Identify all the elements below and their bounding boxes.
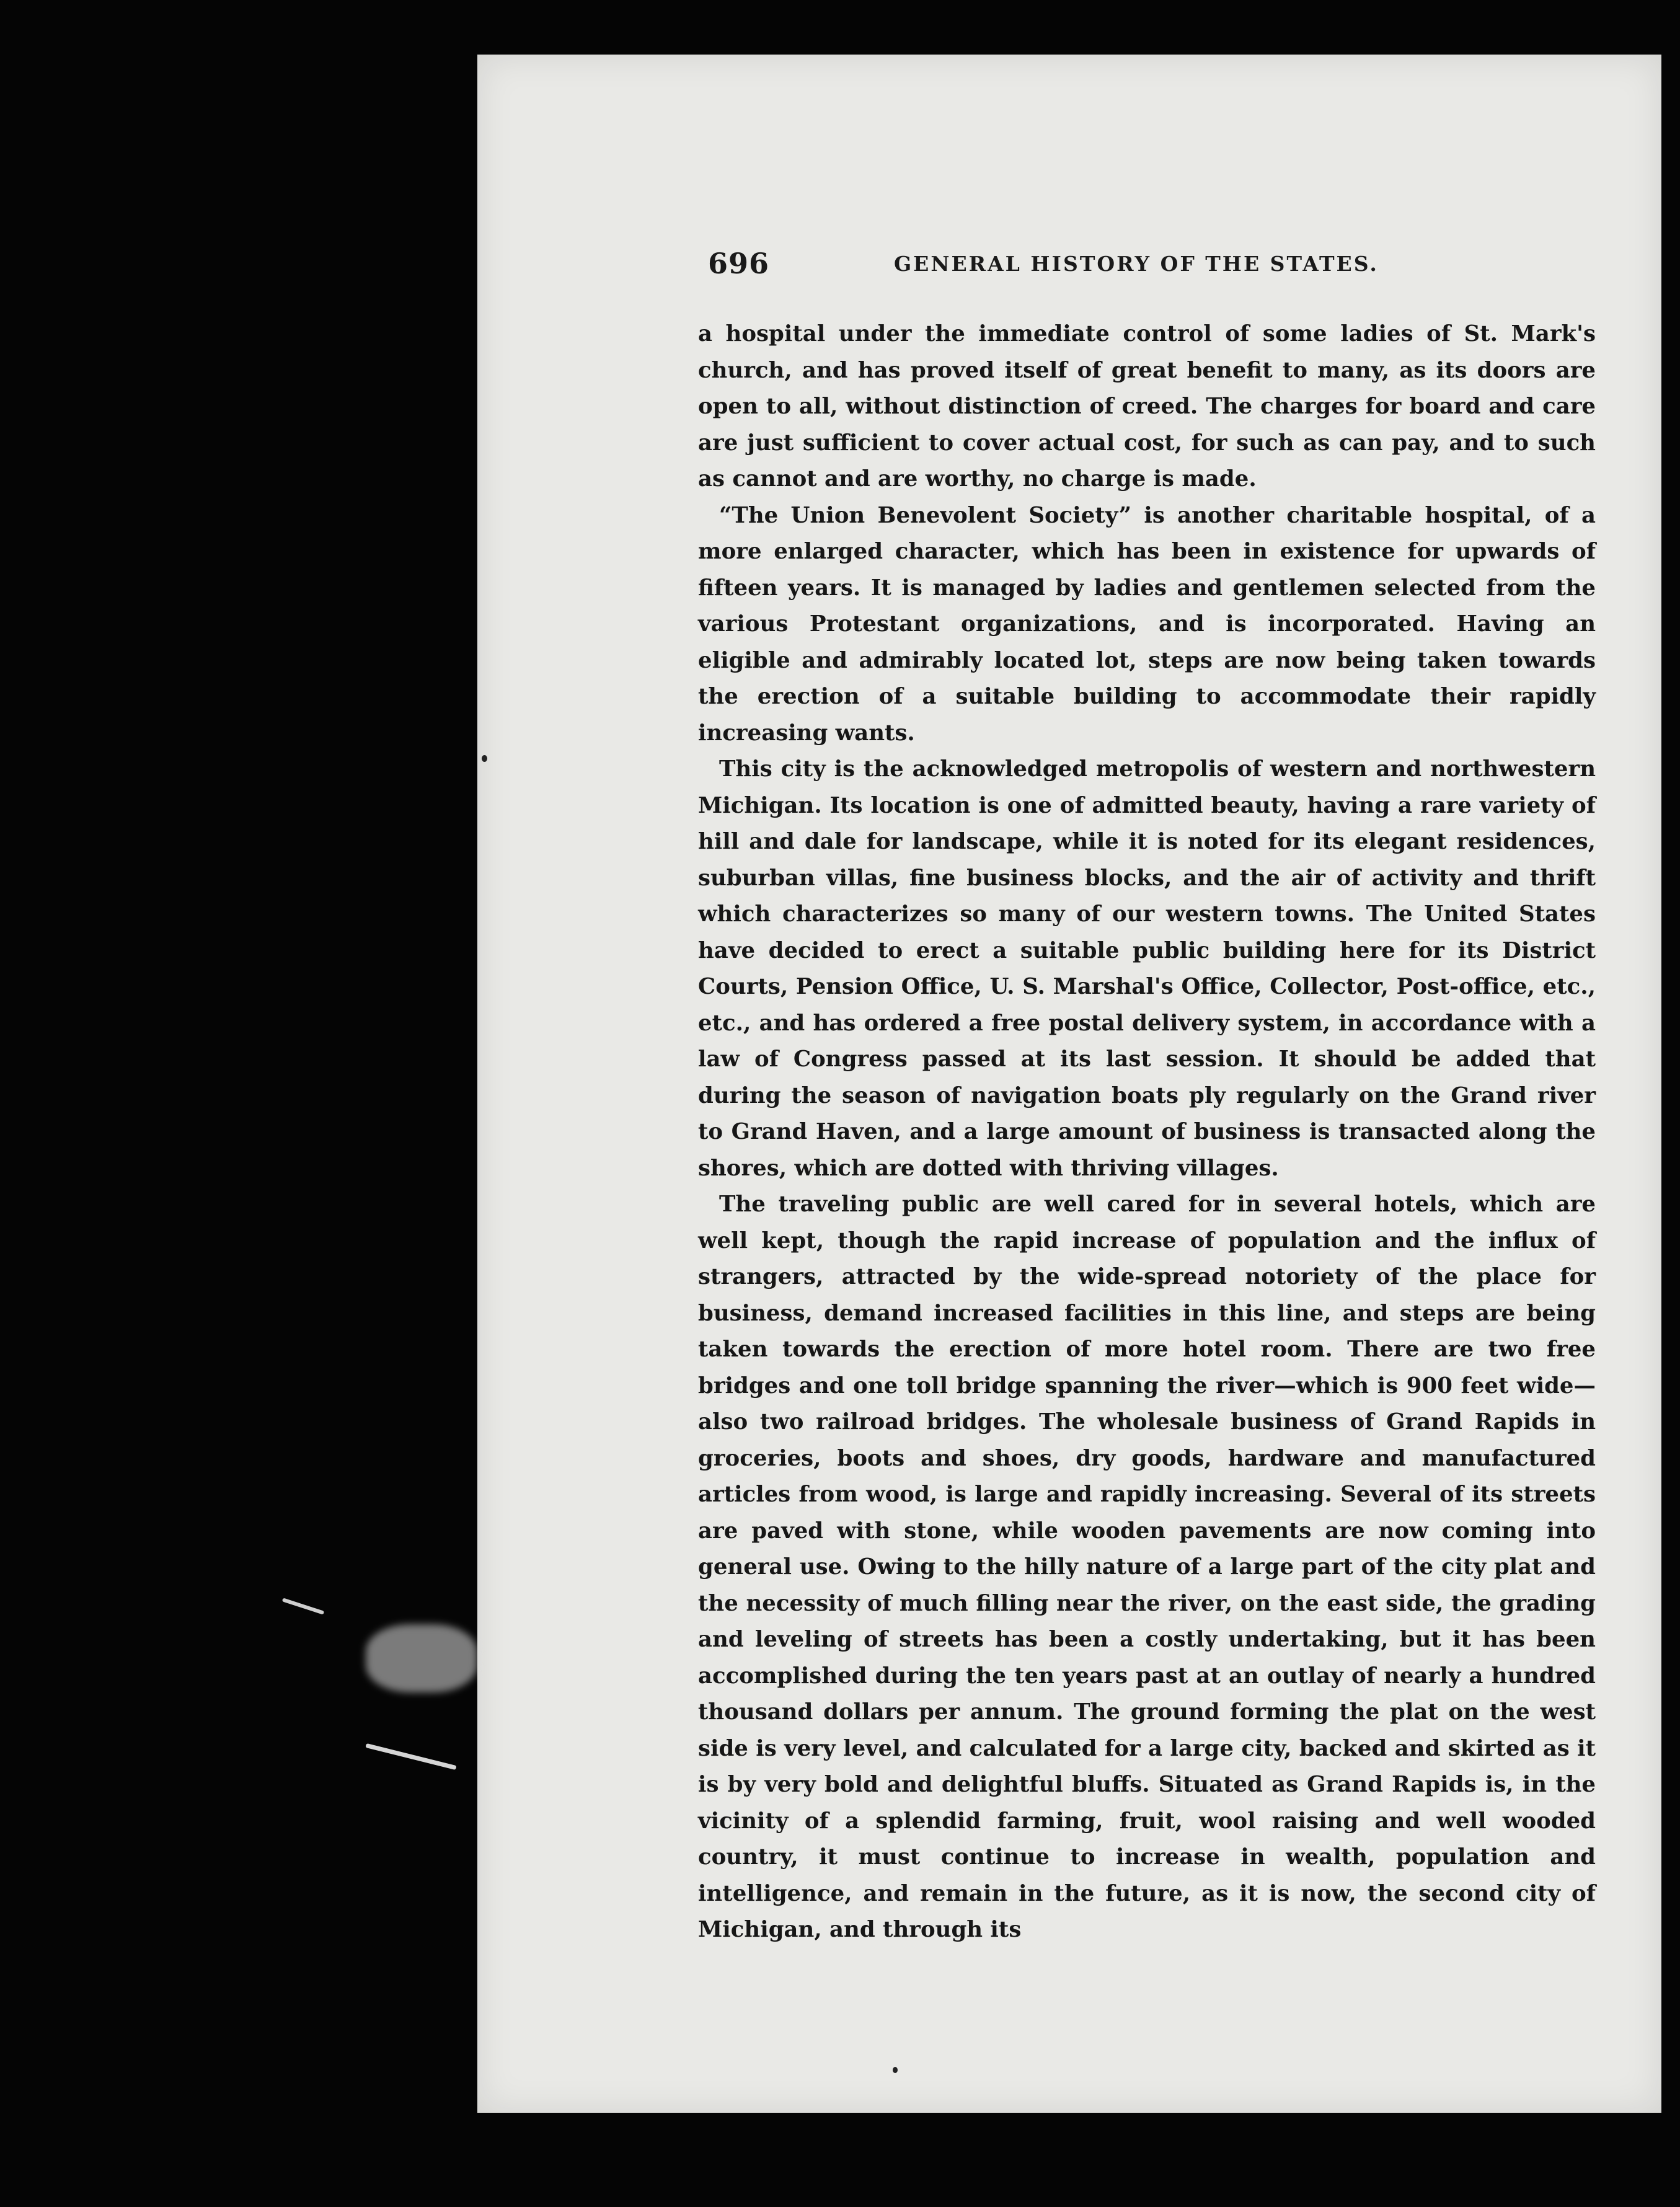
scan-speck — [893, 2067, 898, 2073]
paragraph-city-metropolis: This city is the acknowledged metropolis of western and northwestern Michigan. Its location is one of admitted beauty, having a rare variety of hill and dale for landscape, while it is noted for its elegant residences, suburban villas, fine business blocks, and the air of activity and thrift which characterizes so many of our western towns. The United States have decided to erect a suitable public building here for its District Courts, Pension Office, U. S. Marshal's Office, Collector, Post-office, etc., etc., and has ordered a free postal delivery system, in accordance with a law of Congress passed at its last session. It should be added that during the season of navigation boats ply regularly on the Grand river to Grand Haven, and a large amount of business is transacted along the shores, which are dotted with thriving villages. — [698, 756, 1596, 1181]
scan-speck — [482, 755, 487, 762]
page-number: 696 — [708, 247, 770, 280]
page-header — [708, 247, 1594, 284]
paragraph-hospital-continued: a hospital under the immediate control of some ladies of St. Mark's church, and has proved itself of great benefit to many, as its doors are open to all, without distinction of creed. The charges for board and care are just sufficient to cover actual cost, for such as can pay, and to such as cannot and are worthy, no charge is made. — [698, 321, 1596, 492]
paragraph-hotels-and-commerce: The traveling public are well cared for in several hotels, which are well kept, though the rapid increase of population and the influx of strangers, attracted by the wide-spread notoriety of the place for business, demand increased facilities in this line, and steps are being taken towards the erection of more hotel room. There are two free bridges and one toll bridge spanning the river—which is 900 feet wide—also two railroad bridges. The wholesale business of Grand Rapids in groceries, boots and shoes, dry goods, hardware and manufactured articles from wood, is large and rapidly increasing. Several of its streets are paved with stone, while wooden pavements are now coming into general use. Owing to the hilly nature of a large part of the city plat and the necessity of much filling near the river, on the east side, the grading and leveling of streets has been a costly undertaking, but it has been accomplished during the ten years past at an outlay of nearly a hundred thousand dollars per annum. The ground forming the plat on the west side is very level, and calculated for a large city, backed and skirted as it is by very bold and delightful bluffs. Situated as Grand Rapids is, in the vicinity of a splendid farming, fruit, wool raising and well wooded country, it must continue to increase in wealth, population and intelligence, and remain in the future, as it is now, the second city of Michigan, and through its — [698, 1192, 1596, 1942]
running-head: GENERAL HISTORY OF THE STATES. — [894, 252, 1379, 276]
scan-smudge — [366, 1624, 477, 1692]
paragraph-union-benevolent-society: “The Union Benevolent Society” is another charitable hospital, of a more enlarged character, which has been in existence for upwards of fifteen years. It is managed by ladies and gentlemen selected from the various Protestant organizations, and is incorporated. Having an eligible and admirably located lot, steps are now being taken towards the erection of a suitable building to accommodate their rapidly increasing wants. — [698, 502, 1596, 746]
body-text — [698, 316, 1596, 1948]
